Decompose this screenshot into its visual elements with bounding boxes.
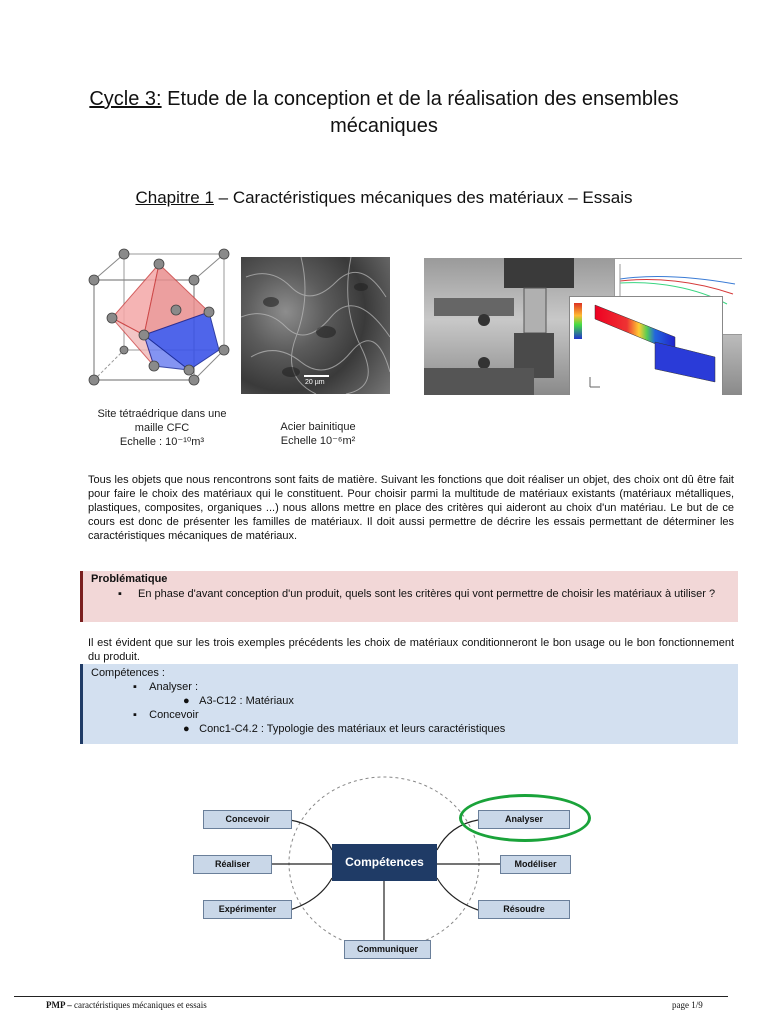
mindmap-node-communiquer: Communiquer: [344, 940, 431, 959]
page-number: page 1/9: [672, 1000, 703, 1010]
footer-prefix: PMP –: [46, 1000, 74, 1010]
competences-title: Compétences :: [91, 667, 165, 679]
problematique-item: [83, 585, 738, 601]
bullet-icon: ▪: [133, 709, 137, 721]
problematique-text: En phase d'avant conception d'un produit, quels sont les critères qui vont permettre de choisir les matériaux à utiliser ?: [138, 588, 716, 600]
mindmap-node-experimenter: Expérimenter: [203, 900, 292, 919]
title-line2: mécaniques: [330, 115, 438, 137]
tensile-test-photo: [424, 258, 742, 395]
competence-item-concevoir: [83, 708, 738, 722]
competence-sub-label: Conc1-C4.2 : Typologie des matériaux et leurs caractéristiques: [199, 723, 506, 735]
footer-left: [46, 1000, 207, 1010]
micrograph-caption-line1: Acier bainitique: [280, 421, 356, 433]
title-rest: Etude de la conception et de la réalisation des ensembles: [161, 88, 679, 110]
competence-label: Analyser :: [149, 681, 199, 693]
problematique-box: [80, 571, 738, 622]
competence-sub-concevoir: [83, 722, 738, 736]
bullet-icon: ●: [183, 695, 190, 707]
mindmap-node-realiser: Réaliser: [193, 855, 272, 874]
competence-label: Concevoir: [149, 709, 199, 721]
competences-box: [80, 664, 738, 744]
chapter-prefix: Chapitre 1: [135, 188, 214, 207]
crystal-caption-line3: Echelle : 10⁻¹⁰m³: [119, 436, 205, 448]
bullet-icon: ▪: [118, 588, 122, 600]
evidence-paragraph: Il est évident que sur les trois exemples précédents les choix de matériaux conditionneront le bon usage ou le bon fonctionnement du produit.: [88, 637, 734, 663]
crystal-caption-line1: Site tétraédrique dans une: [97, 408, 227, 420]
mindmap-node-resoudre: Résoudre: [478, 900, 570, 919]
chapter-rest: – Caractéristiques mécaniques des matériaux – Essais: [213, 188, 633, 207]
micrograph-image: [241, 257, 390, 394]
mindmap-node-concevoir: Concevoir: [203, 810, 292, 829]
competence-item-analyser: [83, 680, 738, 694]
competence-sub-label: A3-C12 : Matériaux: [199, 695, 294, 707]
chapter-title: [40, 188, 728, 208]
crystal-caption: [94, 407, 230, 449]
intro-paragraph: Tous les objets que nous rencontrons sont faits de matière. Suivant les fonctions que doit réaliser un objet, des choix ont dû être fait pour faire le choix des matériaux qui le constituent. Pour choisir parmi la multitude de matériaux existants (matériaux métalliques, plastiques, composites, organiques ...) nous allons mettre en place des critères qui aideront au choix d'un matériau. Le but de ce cours est donc de présenter les familles de matériaux. Il doit aussi permettre de décrire les essais permettant de déterminer les caractéristiques mécaniques de matériaux.: [88, 474, 734, 542]
bullet-icon: ▪: [133, 681, 137, 693]
micrograph-caption-line2: Echelle 10⁻⁶m²: [280, 435, 356, 447]
crystal-caption-line2: maille CFC: [134, 422, 190, 434]
problematique-title: Problématique: [91, 573, 168, 585]
mindmap-node-modeliser: Modéliser: [500, 855, 571, 874]
scale-bar-label: 20 µm: [305, 379, 325, 386]
document-title: [40, 86, 728, 140]
mindmap-center: Compétences: [332, 844, 437, 881]
fcc-crystal-figure: [84, 240, 234, 390]
footer-rest: caractéristiques mécaniques et essais: [74, 1000, 207, 1010]
competence-sub-analyser: [83, 694, 738, 708]
title-prefix: Cycle 3:: [89, 88, 162, 110]
micrograph-caption: [258, 420, 378, 448]
analyser-highlight-ring: [459, 794, 591, 842]
bullet-icon: ●: [183, 723, 190, 735]
mindmap-node-analyser: Analyser: [478, 810, 570, 829]
footer-rule: [14, 996, 728, 997]
inset-fea-image: [569, 296, 723, 395]
